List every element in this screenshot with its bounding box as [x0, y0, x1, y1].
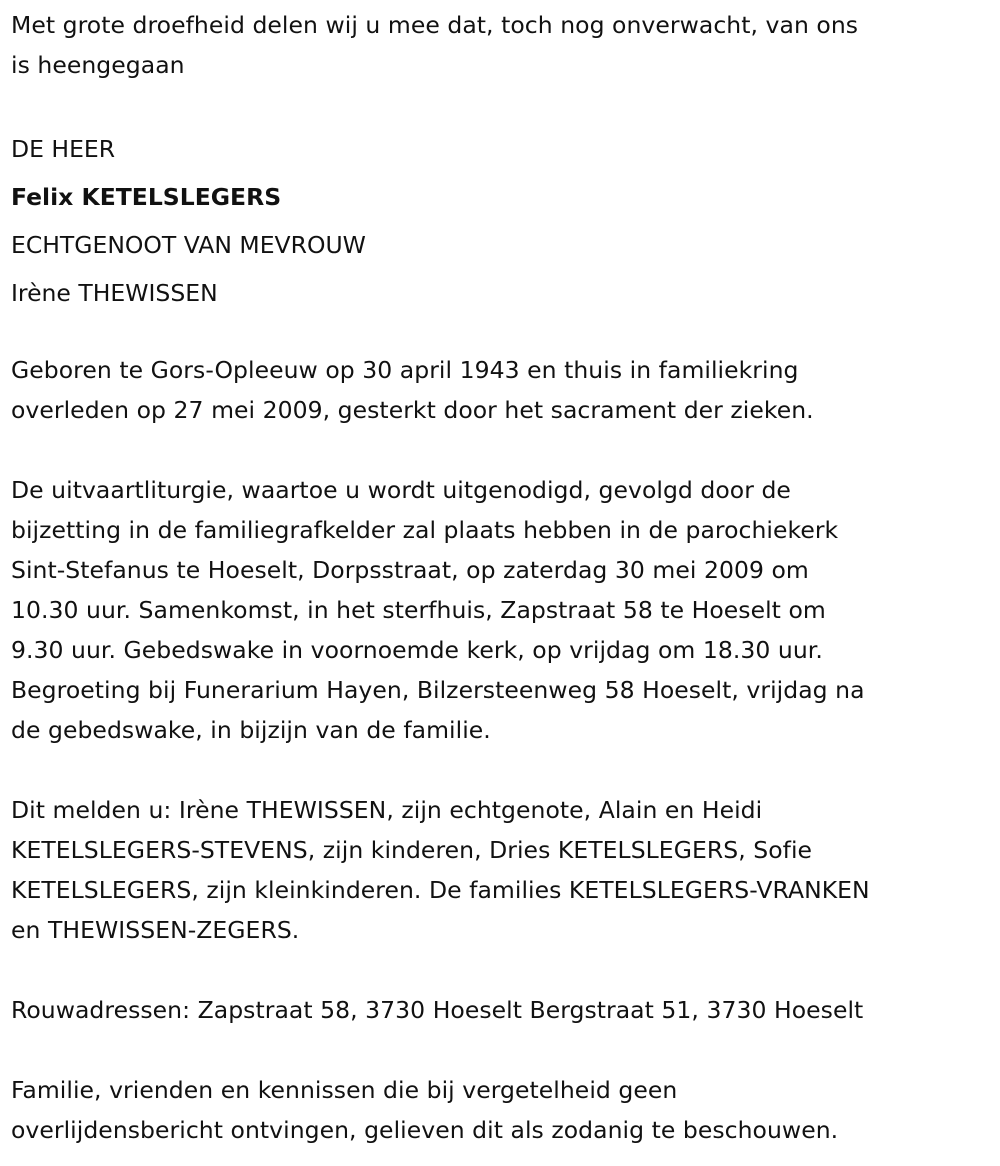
paragraph-line: en THEWISSEN-ZEGERS.	[11, 916, 300, 944]
paragraph-line: overlijdensbericht ontvingen, gelieven dit als zodanig te beschouwen.	[11, 1116, 839, 1144]
intro-line: is heengegaan	[11, 51, 185, 79]
deceased-header	[11, 125, 986, 317]
intro-paragraph	[11, 5, 986, 85]
paragraph-line: 9.30 uur. Gebedswake in voornoemde kerk, op vrijdag om 18.30 uur.	[11, 636, 823, 664]
funeral-details-paragraph	[11, 470, 986, 750]
obituary-notice	[11, 5, 986, 1150]
paragraph-line: Rouwadressen: Zapstraat 58, 3730 Hoeselt Bergstraat 51, 3730 Hoeselt	[11, 996, 864, 1024]
paragraph-line: 10.30 uur. Samenkomst, in het sterfhuis, Zapstraat 58 te Hoeselt om	[11, 596, 826, 624]
condolence-addresses-paragraph	[11, 990, 986, 1030]
closing-paragraph	[11, 1070, 986, 1150]
paragraph-line: Sint-Stefanus te Hoeselt, Dorpsstraat, op zaterdag 30 mei 2009 om	[11, 556, 809, 584]
intro-line: Met grote droefheid delen wij u mee dat, toch nog onverwacht, van ons	[11, 11, 859, 39]
spouse-label: ECHTGENOOT VAN MEVROUW	[11, 231, 366, 259]
family-announcement-paragraph	[11, 790, 986, 950]
paragraph-line: De uitvaartliturgie, waartoe u wordt uitgenodigd, gevolgd door de	[11, 476, 791, 504]
title-prefix: DE HEER	[11, 135, 116, 163]
paragraph-line: Dit melden u: Irène THEWISSEN, zijn echtgenote, Alain en Heidi	[11, 796, 763, 824]
paragraph-line: bijzetting in de familiegrafkelder zal plaats hebben in de parochiekerk	[11, 516, 839, 544]
paragraph-line: Familie, vrienden en kennissen die bij vergetelheid geen	[11, 1076, 678, 1104]
paragraph-line: Begroeting bij Funerarium Hayen, Bilzersteenweg 58 Hoeselt, vrijdag na	[11, 676, 865, 704]
birth-death-paragraph	[11, 350, 986, 430]
paragraph-line: overleden op 27 mei 2009, gesterkt door het sacrament der zieken.	[11, 396, 814, 424]
paragraph-line: KETELSLEGERS, zijn kleinkinderen. De families KETELSLEGERS-VRANKEN	[11, 876, 870, 904]
spouse-name: Irène THEWISSEN	[11, 279, 218, 307]
deceased-name: Felix KETELSLEGERS	[11, 183, 282, 211]
paragraph-line: KETELSLEGERS-STEVENS, zijn kinderen, Dries KETELSLEGERS, Sofie	[11, 836, 813, 864]
paragraph-line: de gebedswake, in bijzijn van de familie.	[11, 716, 491, 744]
paragraph-line: Geboren te Gors-Opleeuw op 30 april 1943 en thuis in familiekring	[11, 356, 799, 384]
